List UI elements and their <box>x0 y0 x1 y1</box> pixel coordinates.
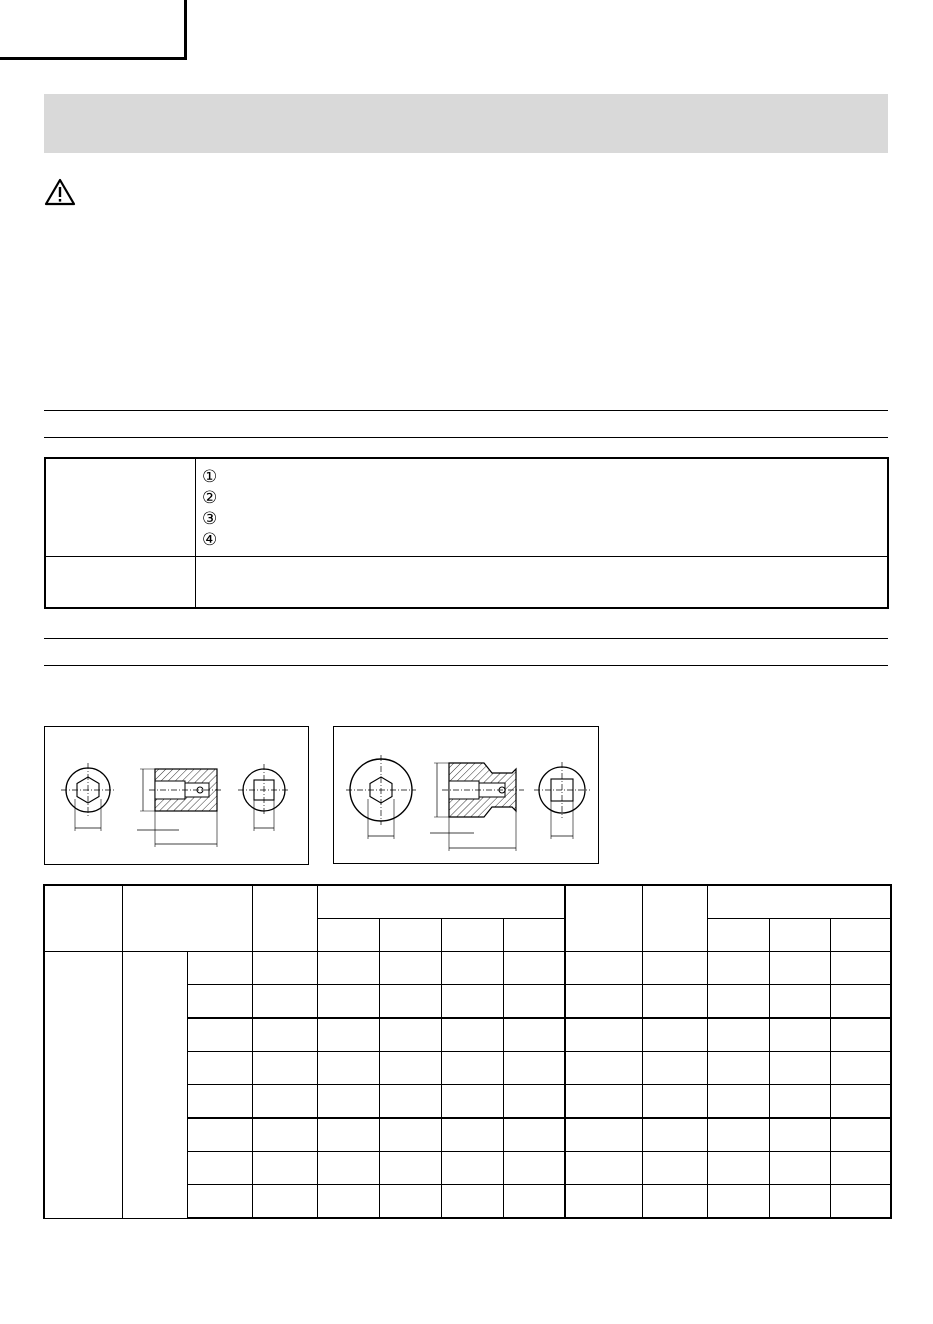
item-marker-1: ① <box>202 467 218 486</box>
socket-spec-table <box>43 884 892 1219</box>
spec-table <box>44 457 889 609</box>
rule-line <box>44 437 888 438</box>
item-marker-3: ③ <box>202 509 218 528</box>
rule-line <box>44 410 888 411</box>
table-header-row <box>44 885 891 918</box>
item-marker-4: ④ <box>202 530 218 549</box>
item-marker-2: ② <box>202 488 218 507</box>
rule-line <box>44 638 888 639</box>
rule-line <box>44 665 888 666</box>
header-tab <box>0 0 187 60</box>
socket-drawing-standard <box>44 726 309 865</box>
warning-triangle-icon <box>44 178 76 206</box>
section-banner <box>44 94 888 153</box>
socket-drawing-stepped <box>333 726 599 864</box>
table-row <box>44 952 891 985</box>
